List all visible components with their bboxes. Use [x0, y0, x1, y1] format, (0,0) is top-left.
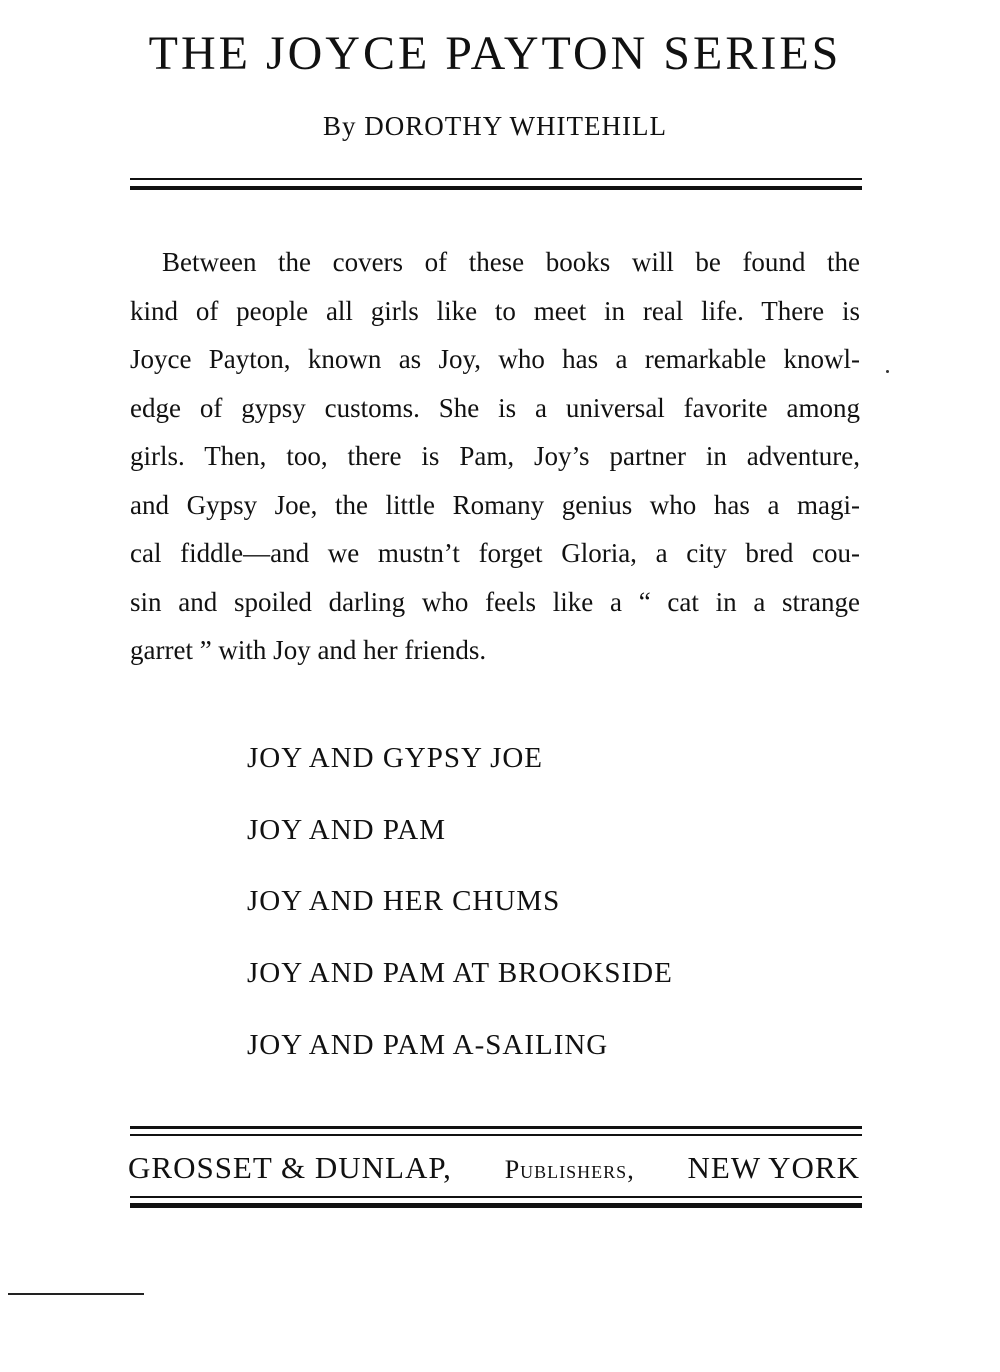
publisher-name: GROSSET & DUNLAP, [128, 1150, 452, 1185]
top-rule-thin [130, 178, 862, 180]
book-title: JOY AND GYPSY JOE [247, 742, 544, 774]
stray-line-mark [8, 1293, 144, 1295]
publisher-rule-top-thin [130, 1134, 862, 1136]
book-title: JOY AND PAM A-SAILING [247, 1028, 609, 1061]
publisher-line [128, 1146, 860, 1192]
description-line: Joyce Payton, known as Joy, who has a remarkable knowl- [130, 344, 860, 374]
publisher-rule-top-thick [130, 1126, 862, 1129]
description-line: Between the covers of these books will be found the [162, 247, 860, 277]
description-line: kind of people all girls like to meet in real life. There is [130, 295, 860, 326]
publisher-rule-bottom-thin [130, 1196, 862, 1198]
book-title: JOY AND PAM [247, 813, 447, 846]
book-title: JOY AND HER CHUMS [247, 885, 561, 918]
series-description [130, 238, 860, 675]
series-title: THE JOYCE PAYTON SERIES [148, 27, 842, 80]
description-line: girls. Then, too, there is Pam, Joy’s partner in adventure, [130, 441, 860, 471]
description-line: edge of gypsy customs. She is a universal favorite among [130, 392, 860, 423]
description-line: sin and spoiled darling who feels like a “ cat in a strange [130, 586, 860, 617]
stray-mark [886, 370, 889, 373]
publisher-label: Publishers, [504, 1155, 635, 1184]
author-line: By DOROTHY WHITEHILL [323, 111, 667, 141]
top-rule-thick [130, 186, 862, 190]
description-line: garret ” with Joy and her friends. [130, 635, 487, 665]
book-title: JOY AND PAM AT BROOKSIDE [247, 957, 673, 990]
book-title-list [247, 734, 673, 1092]
description-line: cal fiddle—and we mustn’t forget Gloria, a city bred cou- [130, 538, 860, 568]
publisher-rule-bottom-thick [130, 1203, 862, 1208]
description-line: and Gypsy Joe, the little Romany genius who has a magi- [130, 489, 860, 520]
publisher-city: NEW YORK [687, 1150, 860, 1185]
